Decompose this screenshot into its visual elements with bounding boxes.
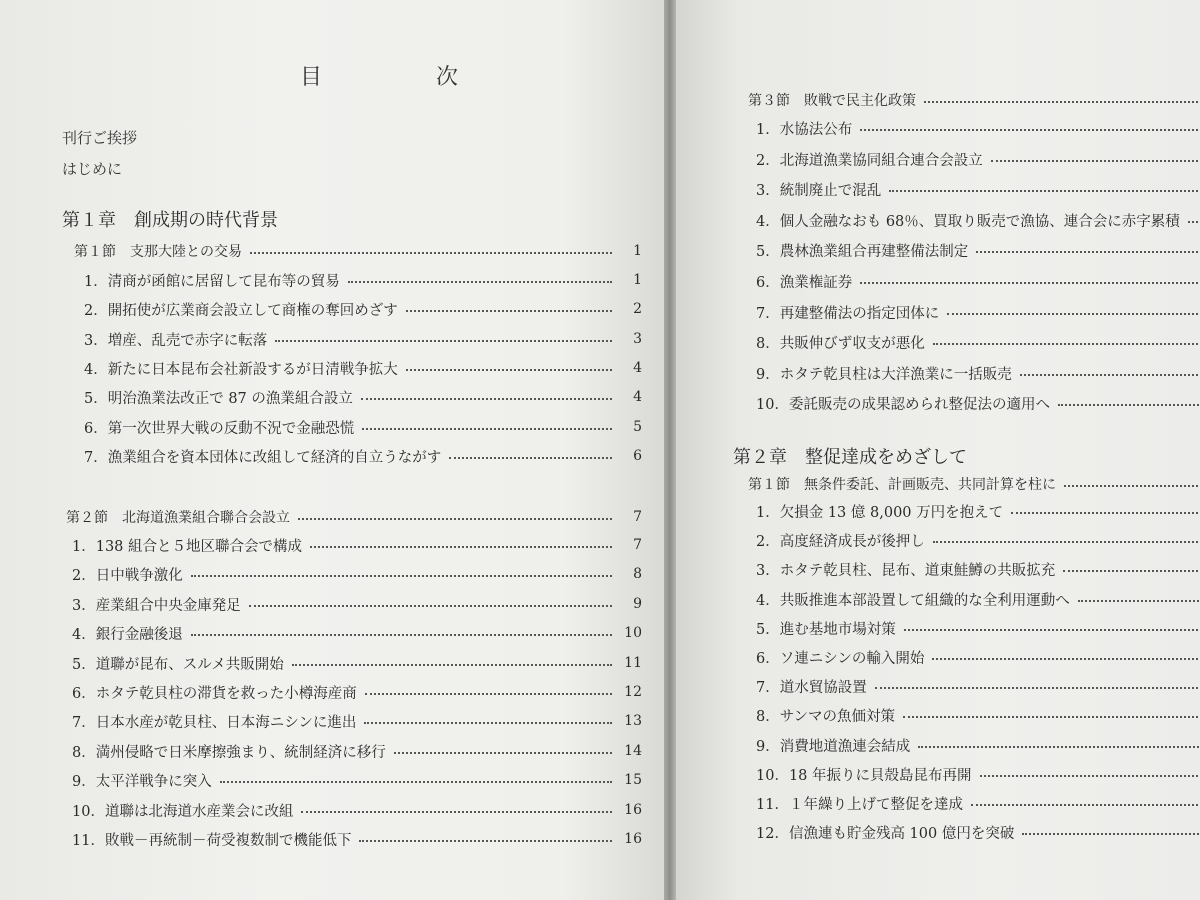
toc-entry [84, 268, 642, 292]
toc-entry [756, 791, 1200, 815]
toc-entry-label: 1．欠損金 13 億 8,000 万円を抱えて [756, 504, 1004, 521]
toc-entry-label: 4．新たに日本昆布会社新設するが日清戦争拡大 [84, 361, 398, 378]
leader-dots [292, 664, 612, 666]
chapter-2-heading: 第２章 整促達成をめざして [733, 447, 967, 468]
leader-dots [301, 811, 612, 813]
leader-dots [933, 541, 1200, 543]
toc-entry [72, 533, 642, 557]
leader-dots [359, 840, 612, 842]
toc-entry-label: 9．ホタテ乾貝柱は大洋漁業に一括販売 [756, 366, 1012, 383]
leader-dots [191, 634, 612, 636]
toc-entry-label: 7．日本水産が乾貝柱、日本海ニシンに進出 [72, 714, 357, 731]
leader-dots [932, 658, 1200, 660]
toc-entry [84, 297, 642, 321]
toc-entry [756, 820, 1200, 844]
toc-section-entry [748, 88, 1200, 112]
toc-entry-label: 6．ソ連ニシンの輸入開始 [756, 650, 925, 667]
leader-dots [924, 101, 1200, 103]
toc-entry [756, 528, 1200, 552]
toc-entry [756, 361, 1200, 385]
toc-entry [756, 116, 1200, 140]
leader-dots [365, 693, 612, 695]
toc-entry-label: 12．信漁連も貯金残高 100 億円を突破 [756, 825, 1015, 842]
leader-dots [1064, 485, 1200, 487]
leader-dots [903, 716, 1200, 718]
toc-entry [72, 562, 642, 586]
leader-dots [1058, 404, 1200, 406]
leader-dots [275, 340, 612, 342]
toc-entry-label: 2．北海道漁業協同組合連合会設立 [756, 152, 983, 169]
page-number: 16 [624, 802, 642, 818]
leader-dots [191, 575, 612, 577]
toc-entry-label: 4．個人金融なおも 68％、買取り販売で漁協、連合会に赤字累積 [756, 213, 1180, 230]
leader-dots [250, 252, 612, 254]
leader-dots [933, 343, 1200, 345]
page-number: 7 [633, 537, 642, 553]
leader-dots [947, 313, 1200, 315]
leader-dots [364, 722, 612, 724]
toc-entry [72, 709, 642, 733]
toc-entry-label: 11．１年繰り上げて整促を達成 [756, 796, 963, 813]
leader-dots [971, 804, 1200, 806]
toc-entry-label: 7．漁業組合を資本団体に改組して経済的自立うながす [84, 449, 442, 466]
toc-entry [84, 415, 642, 439]
leader-dots [1022, 833, 1200, 835]
toc-entry-label: 10．18 年振りに貝殻島昆布再開 [756, 767, 972, 784]
toc-entry [756, 733, 1200, 757]
toc-entry-label: 5．明治漁業法改正で 87 の漁業組合設立 [84, 390, 353, 407]
toc-entry-label: 5．農林漁業組合再建整備法制定 [756, 243, 969, 260]
toc-entry [72, 739, 642, 763]
toc-entry [756, 645, 1200, 669]
toc-entry [756, 674, 1200, 698]
page-number: 10 [624, 625, 642, 641]
section-label: 第１節 支那大陸との交易 [74, 244, 242, 260]
leader-dots [298, 518, 612, 520]
toc-entry-label: 2．開拓使が広業商会設立して商権の奪回めざす [84, 302, 398, 319]
page-number: 14 [624, 743, 642, 759]
toc-entry [756, 147, 1200, 171]
page-number: 5 [633, 419, 642, 435]
toc-entry [756, 557, 1200, 581]
leader-dots [362, 428, 612, 430]
toc-entry-label: 8．サンマの魚価対策 [756, 708, 895, 725]
toc-entry-label: 10．道聯は北海道水産業会に改組 [72, 803, 294, 820]
page-number: 4 [633, 360, 642, 376]
leader-dots [249, 605, 612, 607]
leader-dots [394, 752, 612, 754]
toc-entry-label: 2．日中戦争激化 [72, 567, 183, 584]
toc-entry-label: 2．高度経済成長が後押し [756, 533, 925, 550]
page-number: 13 [624, 713, 642, 729]
leader-dots [348, 281, 612, 283]
toc-entry-label: 11．敗戦－再統制－荷受複数制で機能低下 [72, 832, 352, 849]
toc-section-entry [66, 505, 642, 529]
toc-entry-label: 5．進む基地市場対策 [756, 621, 896, 638]
leader-dots [310, 546, 612, 548]
toc-entry [756, 762, 1200, 786]
page-number: 4 [633, 389, 642, 405]
toc-entry-label: 10．委託販売の成果認められ整促法の適用へ [756, 396, 1050, 413]
toc-entry [756, 391, 1200, 415]
toc-entry-label: 7．再建整備法の指定団体に [756, 305, 940, 322]
leader-dots [904, 629, 1200, 631]
toc-entry [72, 768, 642, 792]
leader-dots [991, 160, 1200, 162]
page-number: 1 [633, 272, 642, 288]
toc-entry [72, 680, 642, 704]
page-number: 2 [633, 301, 642, 317]
front-matter-greeting: 刊行ご挨拶 [62, 129, 138, 147]
toc-entry [72, 827, 642, 851]
page-number: 6 [633, 448, 642, 464]
toc-entry-label: 9．太平洋戦争に突入 [72, 773, 212, 790]
toc-entry-label: 1．水協法公布 [756, 121, 853, 138]
toc-entry-label: 4．銀行金融後退 [72, 626, 183, 643]
toc-entry-label: 6．ホタテ乾貝柱の滞貨を救った小樽海産商 [72, 685, 357, 702]
leader-dots [980, 775, 1200, 777]
toc-entry-label: 4．共販推進本部設置して組織的な全利用運動へ [756, 592, 1070, 609]
leader-dots [875, 687, 1200, 689]
toc-entry-label: 8．共販伸びず収支が悪化 [756, 335, 925, 352]
toc-entry-label: 8．満州侵略で日米摩擦強まり、統制経済に移行 [72, 744, 386, 761]
page-number: 9 [633, 596, 642, 612]
toc-entry-label: 5．道聯が昆布、スルメ共販開始 [72, 656, 284, 673]
toc-entry [72, 592, 642, 616]
leader-dots [918, 746, 1200, 748]
toc-entry-label: 1．清商が函館に居留して昆布等の貿易 [84, 273, 340, 290]
toc-entry [756, 330, 1200, 354]
toc-entry-label: 7．道水貿協設置 [756, 679, 867, 696]
toc-entry [756, 300, 1200, 324]
page-number: 16 [624, 831, 642, 847]
toc-entry [756, 616, 1200, 640]
leader-dots [1078, 600, 1200, 602]
section-label: 第１節 無条件委託、計画販売、共同計算を柱に [748, 477, 1056, 493]
leader-dots [976, 251, 1200, 253]
toc-entry-label: 6．第一次世界大戦の反動不況で金融恐慌 [84, 420, 355, 437]
page-title: 目 次 [300, 65, 505, 90]
page-number: 8 [633, 566, 642, 582]
leader-dots [220, 781, 612, 783]
toc-entry [756, 269, 1200, 293]
leader-dots [860, 129, 1200, 131]
leader-dots [1063, 570, 1200, 572]
toc-entry [756, 177, 1200, 201]
toc-entry [756, 499, 1200, 523]
leader-dots [361, 398, 612, 400]
toc-entry [72, 651, 642, 675]
page-number: 12 [624, 684, 642, 700]
toc-section-entry [74, 239, 642, 263]
toc-entry [84, 356, 642, 380]
toc-entry [756, 238, 1200, 262]
leader-dots [406, 369, 612, 371]
toc-entry [72, 621, 642, 645]
right-page [676, 0, 1200, 900]
section-label: 第３節 敗戦で民主化政策 [748, 93, 916, 109]
toc-entry [84, 385, 642, 409]
leader-dots [1020, 374, 1200, 376]
page-number: 1 [633, 243, 642, 259]
leader-dots [406, 310, 612, 312]
front-matter-intro: はじめに [62, 160, 123, 178]
section-label: 第２節 北海道漁業組合聯合会設立 [66, 510, 290, 526]
leader-dots [889, 190, 1200, 192]
page-number: 15 [624, 772, 642, 788]
toc-entry [756, 208, 1200, 232]
page-number: 11 [624, 655, 642, 671]
toc-entry-label: 9．消費地道漁連会結成 [756, 738, 911, 755]
toc-entry-label: 3．ホタテ乾貝柱、昆布、道東鮭鱒の共販拡充 [756, 562, 1056, 579]
toc-entry-label: 6．漁業権証券 [756, 274, 853, 291]
toc-entry-label: 3．産業組合中央金庫発足 [72, 597, 241, 614]
leader-dots [1011, 512, 1200, 514]
toc-entry [84, 444, 642, 468]
toc-entry [756, 703, 1200, 727]
book-gutter [664, 0, 676, 900]
toc-entry [756, 587, 1200, 611]
toc-section-entry [748, 472, 1200, 496]
toc-entry-label: 3．増産、乱売で赤字に転落 [84, 332, 268, 349]
leader-dots [860, 282, 1200, 284]
toc-entry-label: 1．138 組合と５地区聯合会で構成 [72, 538, 303, 555]
toc-entry [84, 327, 642, 351]
page-number: 7 [633, 509, 642, 525]
toc-entry [72, 798, 642, 822]
toc-entry-label: 3．統制廃止で混乱 [756, 182, 882, 199]
leader-dots [449, 457, 612, 459]
page-number: 3 [633, 331, 642, 347]
leader-dots [1188, 221, 1200, 223]
chapter-1-heading: 第１章 創成期の時代背景 [62, 210, 278, 231]
